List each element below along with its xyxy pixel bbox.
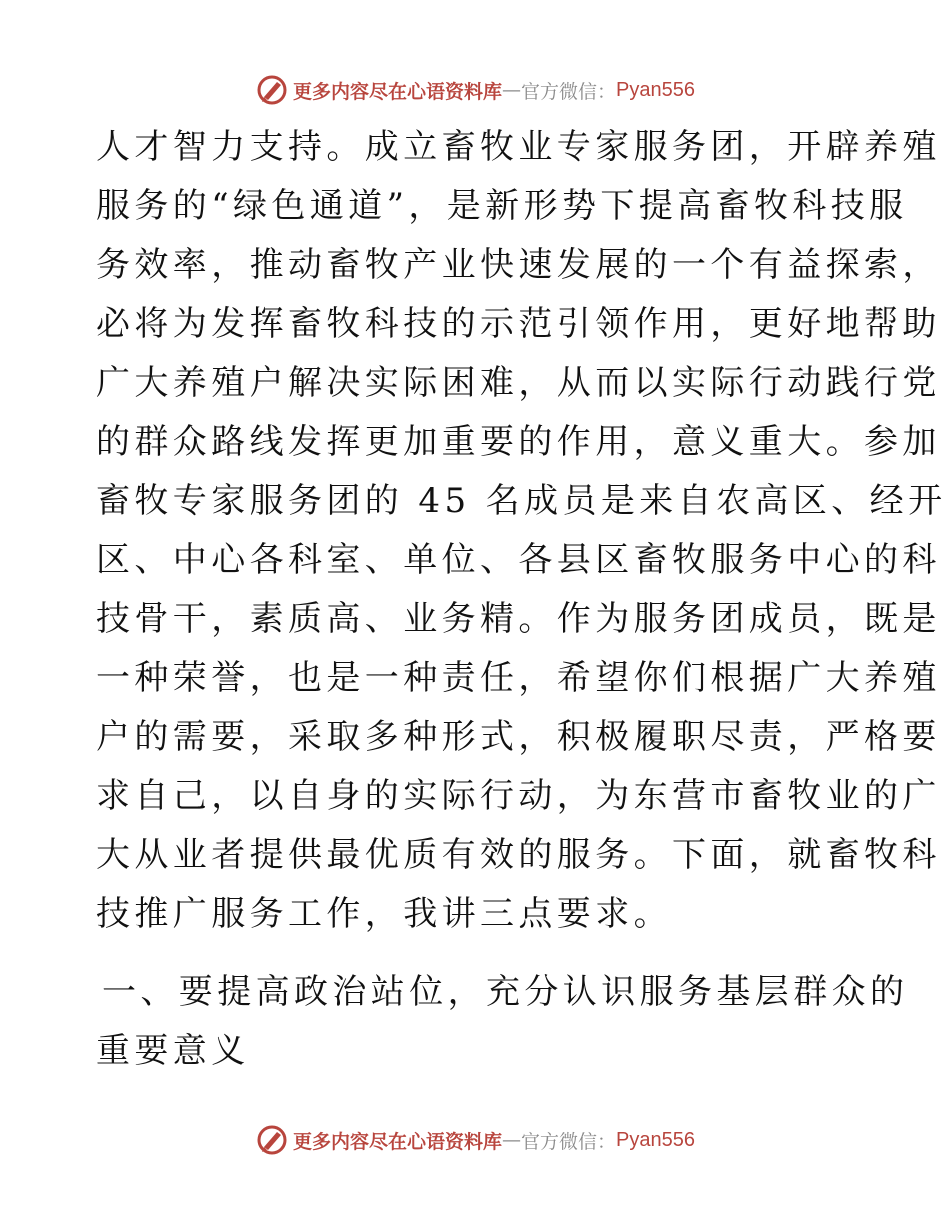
body-line: 一种荣誉，也是一种责任，希望你们根据广大养殖 [96, 658, 941, 698]
body-line: 广大养殖户解决实际困难，从而以实际行动践行党 [96, 363, 941, 403]
pen-circle-logo-icon [255, 1123, 289, 1157]
document-body [96, 118, 947, 1081]
banner-main-text: 更多内容尽在心语资料库 [293, 1130, 503, 1153]
body-line: 技骨干，素质高、业务精。作为服务团成员，既是 [96, 599, 941, 639]
footer-watermark-banner [0, 1120, 950, 1160]
body-line: 必将为发挥畜牧科技的示范引领作用，更好地帮助 [96, 304, 941, 344]
body-line: 畜牧专家服务团的 45 名成员是来自农高区、经开 [96, 481, 947, 521]
body-line: 技推广服务工作，我讲三点要求。 [96, 894, 672, 934]
banner-main-text: 更多内容尽在心语资料库 [293, 80, 503, 103]
body-line: 的群众路线发挥更加重要的作用，意义重大。参加 [96, 422, 941, 462]
header-watermark-banner [0, 70, 950, 110]
body-line: 务效率，推动畜牧产业快速发展的一个有益探索， [96, 245, 941, 285]
section-heading-line: 重要意义 [96, 1031, 250, 1071]
body-line: 户的需要，采取多种形式，积极履职尽责，严格要 [96, 717, 941, 757]
banner-dash: — [502, 79, 522, 101]
pen-circle-logo-icon [255, 73, 289, 107]
body-line: 服务的“绿色通道”，是新形势下提高畜牧科技服 [96, 186, 908, 226]
banner-wechat-id: Pyan556 [616, 1128, 695, 1151]
body-line: 人才智力支持。成立畜牧业专家服务团，开辟养殖 [96, 127, 941, 167]
banner-dash: — [502, 1129, 522, 1151]
banner-wechat-id: Pyan556 [616, 78, 695, 101]
body-line: 大从业者提供最优质有效的服务。下面，就畜牧科 [96, 835, 941, 875]
banner-sub-text: 官方微信： [521, 1130, 617, 1153]
section-heading-line: 一、要提高政治站位，充分认识服务基层群众的 [102, 972, 909, 1012]
banner-sub-text: 官方微信： [521, 80, 617, 103]
body-line: 求自己，以自身的实际行动，为东营市畜牧业的广 [96, 776, 941, 816]
body-line: 区、中心各科室、单位、各县区畜牧服务中心的科 [96, 540, 941, 580]
